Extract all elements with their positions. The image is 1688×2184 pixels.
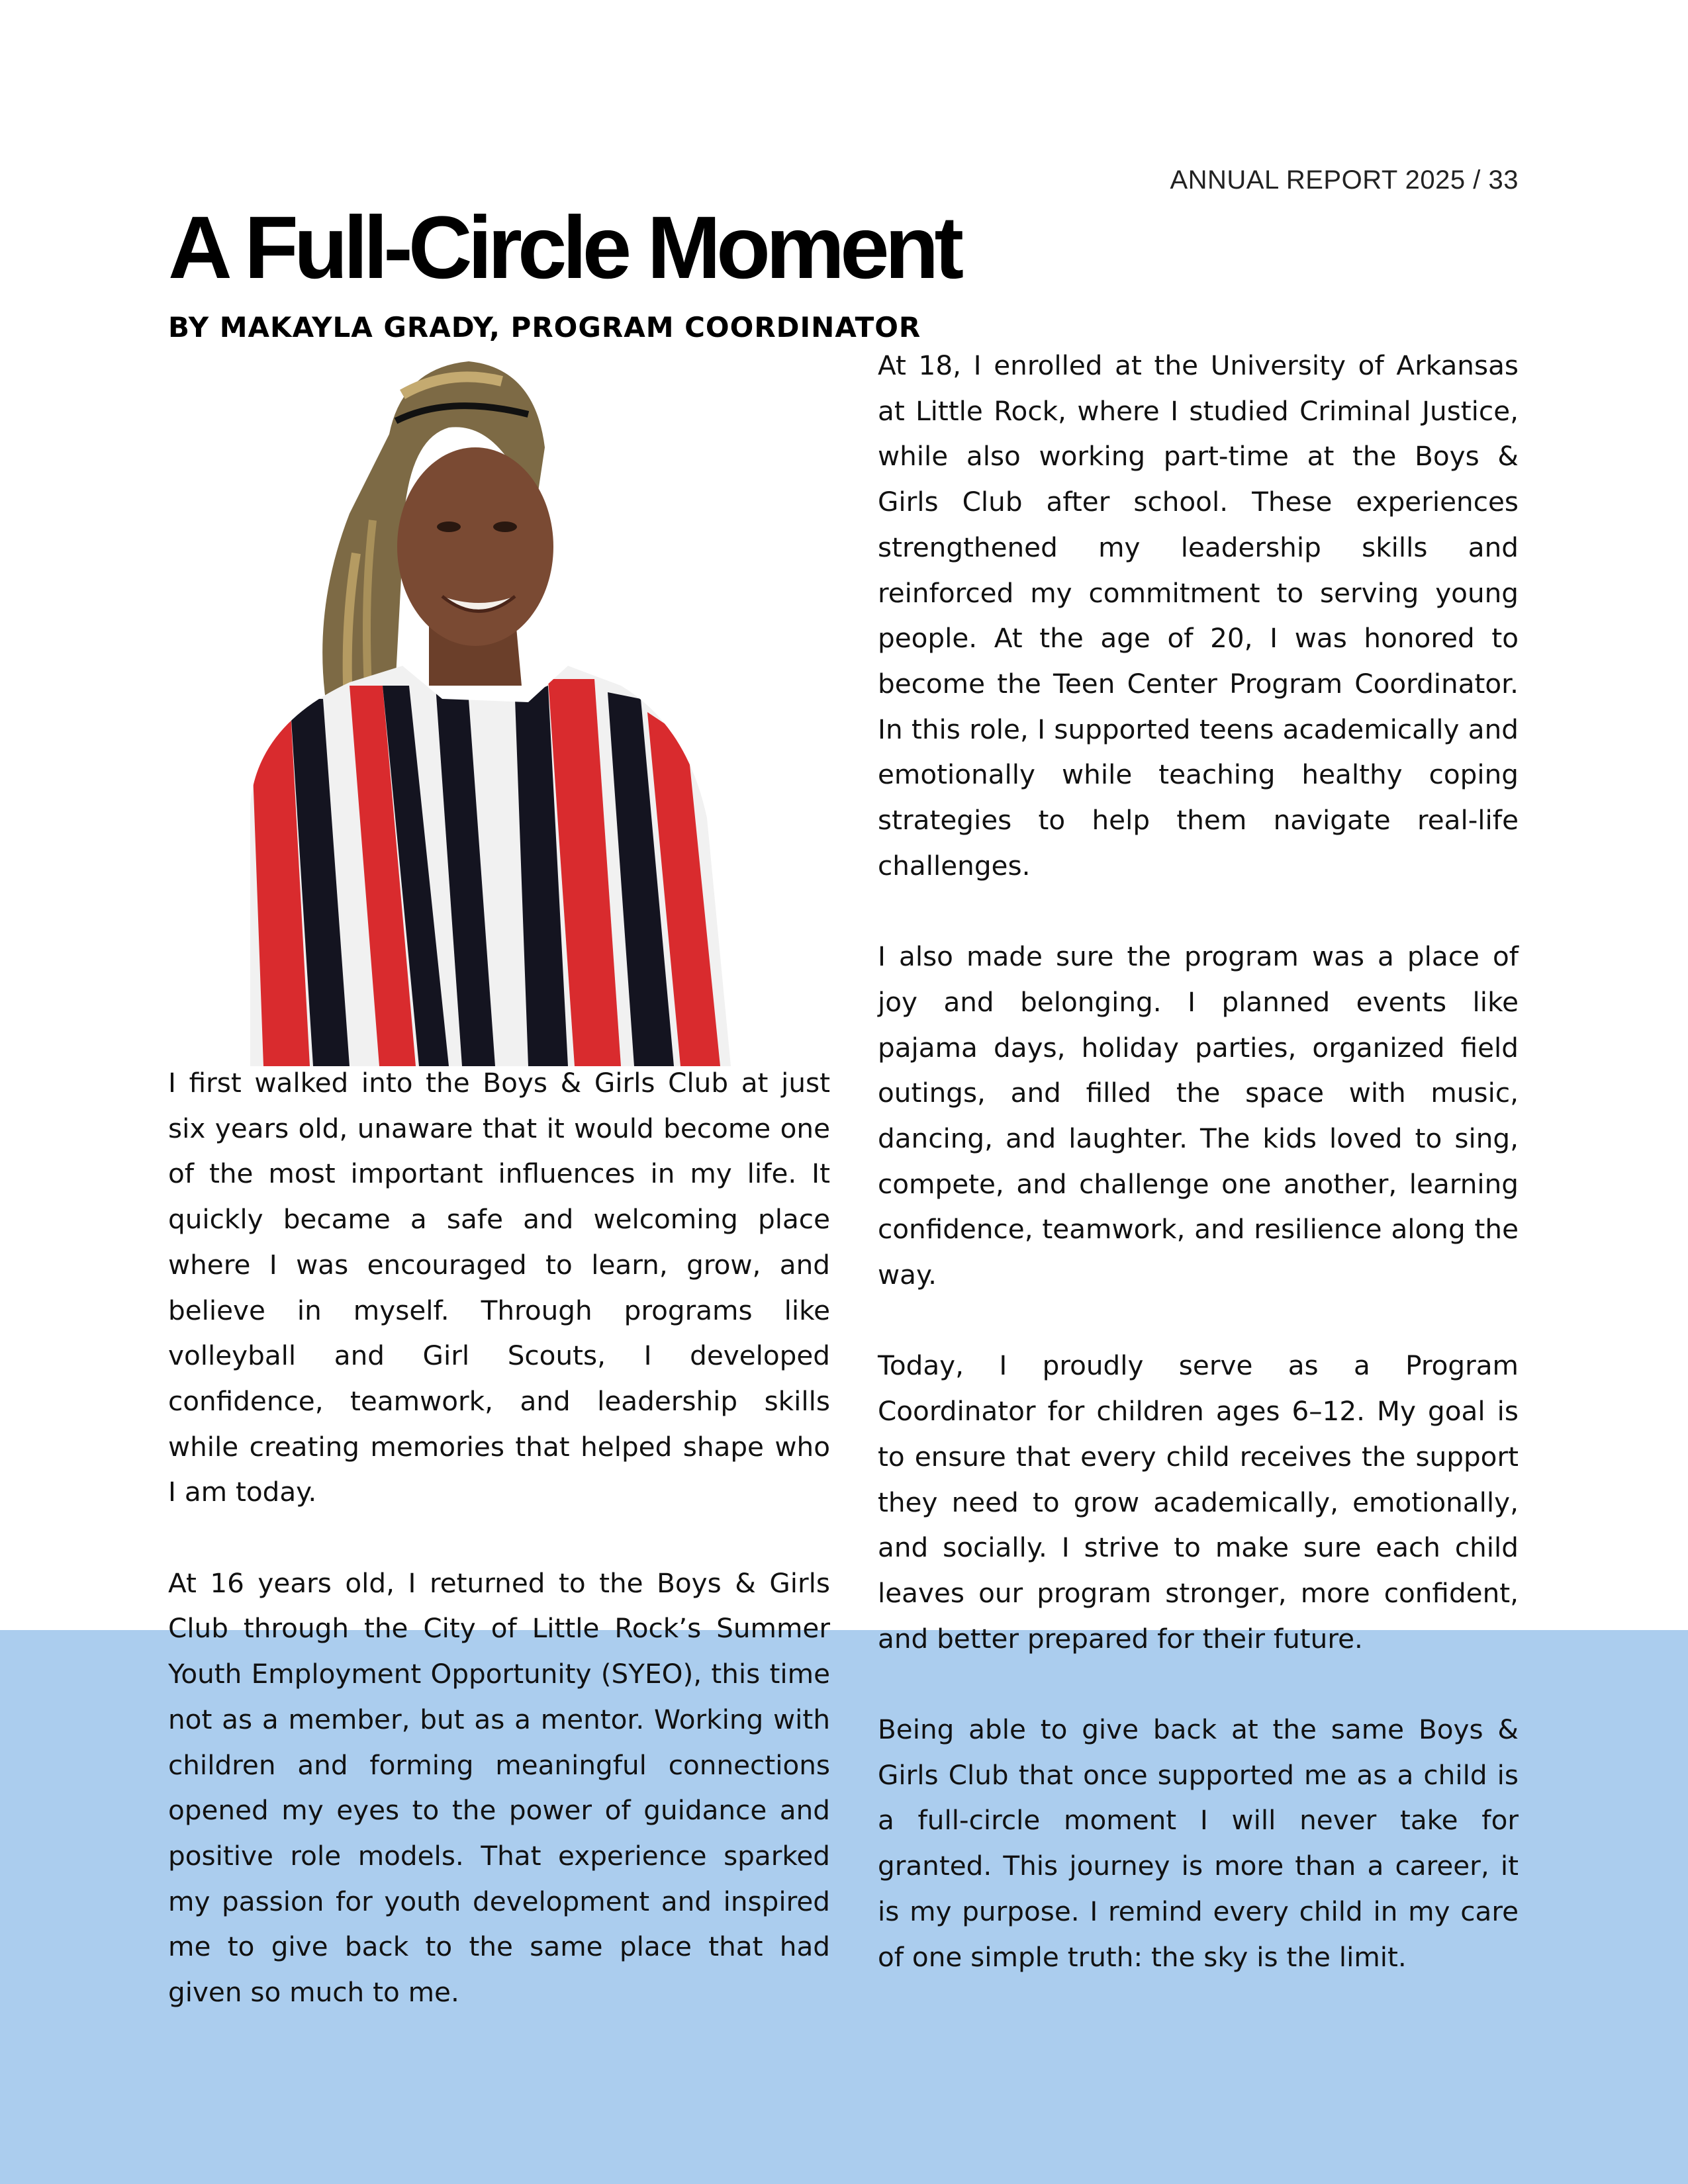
left-column: [168, 1060, 830, 2015]
byline: BY MAKAYLA GRADY, PROGRAM COORDINATOR: [168, 311, 921, 343]
paragraph: Being able to give back at the same Boys & Girls Club that once supported me as a child is a full-circle moment I will never take for granted. This journey is more than a career, it is my purpose. I remind every child in my care of one simple truth: the sky is the limit.: [878, 1713, 1519, 1973]
paragraph: I also made sure the program was a place of joy and belonging. I planned events like pajama days, holiday parties, organized field outings, and filled the space with music, dancing, and laughter. The kids loved to sing, compete, and challenge one another, learning confidence, teamwork, and resilience along the way.: [878, 940, 1519, 1291]
portrait-photo-icon: [250, 355, 731, 1066]
paragraph: I first walked into the Boys & Girls Club at just six years old, unaware that it would become one of the most important influences in my life. It quickly became a safe and welcoming place where I was encouraged to learn, grow, and believe in myself. Through programs like volleyball and Girl Scouts, I developed confidence, teamwork, and leadership skills while creating memories that helped shape who I am today.: [168, 1067, 830, 1508]
paragraph: Today, I proudly serve as a Program Coordinator for children ages 6–12. My goal is to ensure that every child receives the support they need to grow academically, emotionally, and socially. I strive to make sure each child leaves our program stronger, more confident, and better prepared for their future.: [878, 1349, 1519, 1655]
right-column: [878, 343, 1519, 1979]
paragraph: At 18, I enrolled at the University of Arkansas at Little Rock, where I studied Criminal Justice, while also working part-time at the Boys & Girls Club after school. These experiences strengthened my leadership skills and reinforced my commitment to serving young people. At the age of 20, I was honored to become the Teen Center Program Coordinator. In this role, I supported teens academically and emotionally while teaching healthy coping strategies to help them navigate real-life challenges.: [878, 349, 1519, 882]
paragraph: At 16 years old, I returned to the Boys & Girls Club through the City of Little Rock’s Summer Youth Employment Opportunity (SYEO), this time not as a member, but as a mentor. Working with children and forming meaningful connections opened my eyes to the power of guidance and positive role models. That experience sparked my passion for youth development and inspired me to give back to the same place that had given so much to me.: [168, 1567, 830, 2009]
article-title: A Full-Circle Moment: [168, 199, 960, 297]
page-label: ANNUAL REPORT 2025 / 33: [1170, 165, 1519, 195]
